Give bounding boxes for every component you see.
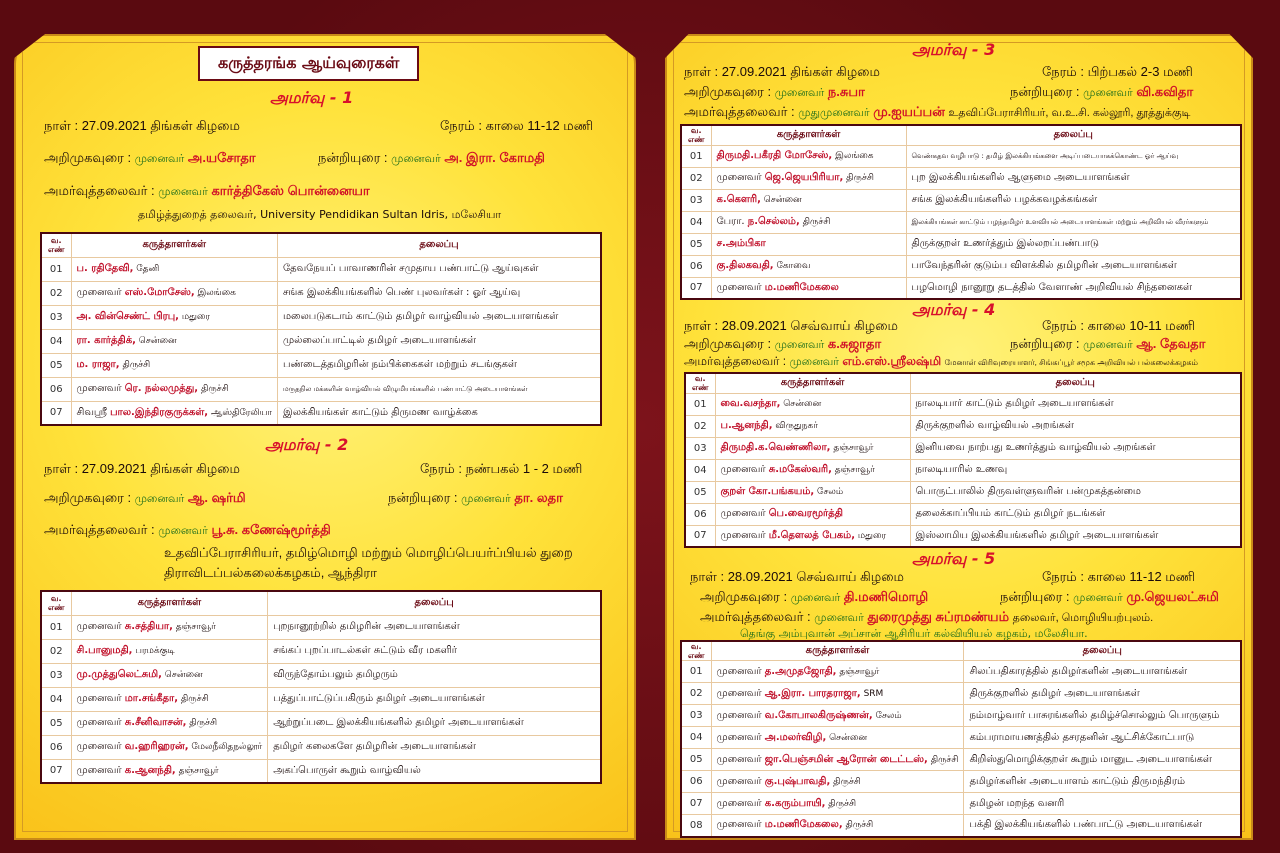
topic-cell: புறநானூற்றில் தமிழரின் அடையாளங்கள் <box>268 615 601 639</box>
presenter-name: ஆ.இரா. பாரதராஜா, <box>764 687 861 699</box>
row-number: 05 <box>681 233 711 255</box>
presenter-prefix: முனைவர் <box>716 775 765 787</box>
presenter-place: SRM <box>860 688 884 699</box>
topic-cell: தமிழன் மறந்த வனரி <box>964 793 1241 815</box>
presenter-cell <box>715 525 910 547</box>
table-header <box>681 641 1241 661</box>
col-header-topic: தலைப்பு <box>278 233 602 257</box>
topic-cell: கம்பராமாயணத்தில் தசரதனின் ஆட்சிக்கோட்பாடு <box>964 727 1241 749</box>
table-row <box>41 281 601 305</box>
presenter-name: கு.புஷ்பாவதி, <box>764 775 831 787</box>
presenter-name: பால.இந்திரகுருக்கள், <box>110 406 209 418</box>
row-number: 04 <box>685 459 715 481</box>
presenter-name: மு.முத்துலெட்சுமி, <box>76 669 162 680</box>
presenter-name: ரெ. நல்லமுத்து, <box>124 383 199 394</box>
table-row <box>41 639 601 663</box>
presenter-place: இலங்கை <box>832 151 874 161</box>
topic-cell: புற இலக்கியங்களில் ஆளுமை அடையாளங்கள் <box>906 167 1241 189</box>
presenter-place: மேலநீலிதநல்லூர் <box>188 742 263 752</box>
presenter-cell <box>715 415 910 437</box>
presenter-prefix: முனைவர் <box>76 693 125 704</box>
presenter-name: கு.திலகவதி, <box>716 260 774 271</box>
row-number: 02 <box>681 683 711 705</box>
session-2-chair-desc: உதவிப்பேராசிரியர், தமிழ்மொழி மற்றும் மொழிப்பெயர்ப்பியல் துறை <box>164 545 573 560</box>
presenter-place: தேனி <box>133 264 160 274</box>
col-header-number: வ. எண் <box>41 233 71 257</box>
session-2-title: அமர்வு - 2 <box>265 435 349 454</box>
col-header-presenters: கருத்தாளர்கள் <box>71 591 268 615</box>
table-row <box>41 663 601 687</box>
topic-cell: கிறிஸ்துமொழிக்குறள் கூறும் மானுட அடையாளங்கள் <box>964 749 1241 771</box>
topic-cell: தமிழர் கலைகளே தமிழரின் அடையாளங்கள் <box>268 735 601 759</box>
session-5-chair: அமர்வுத்தலைவர் : முனைவர் துரைமுத்து சுப்ரமண்யம் தலைவர், மொழியியற்புலம். <box>700 609 1154 624</box>
row-number: 02 <box>41 281 71 305</box>
table-header <box>41 233 601 257</box>
presenter-place: ஆஸ்திரேலியா <box>208 407 272 418</box>
table-row <box>681 705 1241 727</box>
presenter-prefix: முனைவர் <box>716 797 765 809</box>
presenter-cell <box>711 233 906 255</box>
presenter-name: ப.ஆனந்தி, <box>720 420 773 431</box>
presenter-name: த.அமுதஜோதி, <box>764 665 837 677</box>
col-header-presenters: கருத்தாளர்கள் <box>711 125 906 145</box>
presenter-name: திருமதி.க.வெண்ணிலா, <box>720 442 831 453</box>
session-1-date: நாள் : 27.09.2021 திங்கள் கிழமை <box>44 118 240 133</box>
session-4-date: நாள் : 28.09.2021 செவ்வாய் கிழமை <box>684 318 898 333</box>
presenter-cell <box>711 211 906 233</box>
presenter-name: ம.மணிமேகலை, <box>764 819 843 831</box>
presenter-cell <box>715 481 910 503</box>
col-header-number: வ. எண் <box>685 373 715 393</box>
page-title: கருத்தரங்க ஆய்வுரைகள் <box>198 46 419 81</box>
presenter-cell <box>71 305 278 329</box>
topic-cell: இனியவை நாற்பது உணர்த்தும் வாழ்வியல் அறங்கள் <box>910 437 1241 459</box>
topic-cell: முல்லைப்பாட்டில் தமிழர் அடையாளங்கள் <box>278 329 602 353</box>
col-header-topic: தலைப்பு <box>906 125 1241 145</box>
topic-cell: சங்க இலக்கியங்களில் பழக்கவழக்கங்கள் <box>906 189 1241 211</box>
presenter-cell <box>711 683 964 705</box>
presenter-cell <box>71 759 268 783</box>
presenter-place: திருச்சி <box>178 694 209 704</box>
presenter-place: தஞ்சாவூர் <box>172 622 216 632</box>
table-row <box>681 145 1241 167</box>
session-4-chair: அமர்வுத்தலைவர் : முனைவர் எம்.எஸ்.ஸ்ரீலஷ்மி மேனாள் விரிவுரையாளர், சிங்கப்பூர் சமூக அறிவியல் பல்கலைக்கழகம் <box>684 354 1198 368</box>
presenter-place: திருச்சி <box>799 217 831 227</box>
row-number: 02 <box>685 415 715 437</box>
presenter-cell <box>71 377 278 401</box>
row-number: 07 <box>685 525 715 547</box>
table-row <box>681 683 1241 705</box>
table-row <box>681 255 1241 277</box>
presenter-place: திருச்சி <box>843 173 874 183</box>
presenter-place: தஞ்சாவூர் <box>830 443 874 453</box>
topic-cell: பண்டைத்தமிழரின் நம்பிக்கைகள் மற்றும் சடங்குகள் <box>278 353 602 377</box>
presenter-cell <box>711 189 906 211</box>
row-number: 01 <box>685 393 715 415</box>
session-5-title: அமர்வு - 5 <box>912 549 996 568</box>
presenter-prefix: முனைவர் <box>76 764 125 776</box>
presenter-prefix: சிவஸ்ரீ <box>76 406 111 418</box>
col-header-topic: தலைப்பு <box>964 641 1241 661</box>
table-row <box>681 189 1241 211</box>
presenter-prefix: முனைவர் <box>76 741 125 752</box>
topic-cell: சங்கப் புறப்பாடல்கள் சுட்டும் வீர மகளிர் <box>268 639 601 663</box>
presenter-name: மா.சங்கீதா, <box>124 693 179 704</box>
presenter-place: தஞ்சாவூர் <box>836 666 880 677</box>
presenter-place: சேலம் <box>872 710 902 721</box>
presenter-prefix: முனைவர் <box>76 621 125 632</box>
presenter-cell <box>71 639 268 663</box>
topic-cell: பொருட்பாலில் திருவள்ளுவரின் பன்முகத்தன்மை <box>910 481 1241 503</box>
table-row <box>41 687 601 711</box>
session-5-time: நேரம் : காலை 11-12 மணி <box>1042 569 1196 584</box>
presenter-cell <box>715 437 910 459</box>
presenter-cell <box>71 353 278 377</box>
row-number: 02 <box>681 167 711 189</box>
topic-cell: பாவேந்தரின் குடும்ப விளக்கில் தமிழரின் அடையாளங்கள் <box>906 255 1241 277</box>
session-2-chair: அமர்வுத்தலைவர் : முனைவர் பூ.சு. கணேஷ்மூர்த்தி <box>44 522 331 537</box>
topic-cell: மலைபடுகடாம் காட்டும் தமிழர் வாழ்வியல் அடையாளங்கள் <box>278 305 602 329</box>
presenter-name: க.கரும்பாயி, <box>764 797 826 809</box>
table-row <box>681 727 1241 749</box>
row-number: 07 <box>41 759 71 783</box>
table-row <box>681 233 1241 255</box>
session-4-table <box>684 372 1242 548</box>
table-row <box>685 481 1241 503</box>
table-row <box>685 503 1241 525</box>
presenter-cell <box>711 255 906 277</box>
presenter-cell <box>715 393 910 415</box>
topic-cell: நாலடியார் காட்டும் தமிழர் அடையாளங்கள் <box>910 393 1241 415</box>
session-1-table <box>40 232 602 426</box>
table-row <box>41 735 601 759</box>
table-row <box>41 353 601 377</box>
table-row <box>41 329 601 353</box>
topic-cell: பழமொழி நானூறு தடத்தில் வேளாண் அறிவியல் சிந்தனைகள் <box>906 277 1241 299</box>
presenter-place: திருச்சி <box>119 360 151 370</box>
row-number: 01 <box>681 661 711 683</box>
session-4-thanks: நன்றியுரை : முனைவர் ஆ. தேவதா <box>1010 336 1206 351</box>
presenter-cell <box>71 735 268 759</box>
presenter-cell <box>71 401 278 425</box>
table-row <box>685 437 1241 459</box>
presenter-name: வ.ஹரிஹரன், <box>124 741 189 752</box>
presenter-prefix: முனைவர் <box>76 383 125 394</box>
session-2-thanks: நன்றியுரை : முனைவர் தா. லதா <box>388 490 563 505</box>
session-4-intro: அறிமுகவுரை : முனைவர் க.சுஜாதா <box>684 336 882 351</box>
table-row <box>41 257 601 281</box>
row-number: 05 <box>685 481 715 503</box>
presenter-name: எஸ்.மோசேஸ், <box>124 287 195 298</box>
table-header <box>685 373 1241 393</box>
row-number: 06 <box>681 255 711 277</box>
presenter-place: திருச்சி <box>825 798 856 809</box>
presenter-prefix: பேரா. <box>716 216 748 227</box>
session-1-thanks: நன்றியுரை : முனைவர் அ. இரா. கோமதி <box>318 150 545 165</box>
session-5-intro: அறிமுகவுரை : முனைவர் தி.மணிமொழி <box>700 589 929 604</box>
topic-cell: திருக்குறளில் தமிழர் அடையாளங்கள் <box>964 683 1241 705</box>
topic-cell: தேவநேயப் பாவாணரின் சமுதாய பண்பாட்டு ஆய்வுகள் <box>278 257 602 281</box>
topic-cell: சங்க இலக்கியங்களில் பெண் புலவர்கள் : ஓர் ஆய்வு <box>278 281 602 305</box>
table-row <box>685 525 1241 547</box>
presenter-cell <box>711 705 964 727</box>
row-number: 07 <box>681 277 711 299</box>
row-number: 06 <box>41 377 71 401</box>
session-1-title: அமர்வு - 1 <box>270 88 354 107</box>
presenter-place: சென்னை <box>760 195 802 205</box>
session-3-thanks: நன்றியுரை : முனைவர் வி.கவிதா <box>1010 84 1194 99</box>
presenter-name: ப. ரதிதேவி, <box>76 263 134 274</box>
topic-cell: இஸ்லாமிய இலக்கியங்களில் தமிழர் அடையாளங்கள் <box>910 525 1241 547</box>
presenter-cell <box>711 277 906 299</box>
row-number: 04 <box>681 727 711 749</box>
table-row <box>685 415 1241 437</box>
row-number: 04 <box>41 687 71 711</box>
col-header-topic: தலைப்பு <box>268 591 601 615</box>
presenter-name: ம.மணிமேகலை <box>764 281 839 293</box>
row-number: 05 <box>41 711 71 735</box>
presenter-place: திருச்சி <box>186 718 218 728</box>
presenter-prefix: முனைவர் <box>716 731 765 743</box>
row-number: 03 <box>681 189 711 211</box>
presenter-cell <box>71 615 268 639</box>
session-2-date: நாள் : 27.09.2021 திங்கள் கிழமை <box>44 461 240 476</box>
presenter-prefix: முனைவர் <box>716 709 765 721</box>
table-row <box>681 771 1241 793</box>
session-2-chair-desc2: திராவிடப்பல்கலைக்கழகம், ஆந்திரா <box>164 565 377 580</box>
presenter-name: சு.மகேஸ்வரி, <box>768 464 832 475</box>
topic-cell: சிலப்பதிகாரத்தில் தமிழர்களின் அடையாளங்கள் <box>964 661 1241 683</box>
table-row <box>681 661 1241 683</box>
presenter-place: மதுரை <box>855 530 887 541</box>
session-3-time: நேரம் : பிற்பகல் 2-3 மணி <box>1042 64 1193 79</box>
col-header-presenters: கருத்தாளர்கள் <box>71 233 278 257</box>
topic-cell: விருந்தோம்பலும் தமிழரும் <box>268 663 601 687</box>
topic-cell: தமிழர்களின் அடையாளம் காட்டும் திருமந்திரம் <box>964 771 1241 793</box>
table-row <box>681 749 1241 771</box>
presenter-name: சு.சத்தியா, <box>124 621 173 632</box>
presenter-cell <box>71 711 268 735</box>
presenter-cell <box>711 749 964 771</box>
presenter-cell <box>71 257 278 281</box>
presenter-name: சி.பானுமதி, <box>76 645 133 656</box>
presenter-name: ச.அம்பிகா <box>716 238 766 249</box>
topic-cell: திருக்குறளில் வாழ்வியல் அறங்கள் <box>910 415 1241 437</box>
row-number: 05 <box>681 749 711 771</box>
session-1-chair-desc: தமிழ்த்துறைத் தலைவர், University Pendidikan Sultan Idris, மலேசியா <box>138 208 502 221</box>
row-number: 01 <box>41 615 71 639</box>
topic-cell: நம்மாழ்வார் பாசுரங்களில் தமிழ்ச்சொல்லும் பொருளும் <box>964 705 1241 727</box>
presenter-cell <box>71 281 278 305</box>
topic-cell: அகப்பொருள் கூறும் வாழ்வியல் <box>268 759 601 783</box>
topic-cell: இலக்கியங்கள் காட்டும் பழந்தமிழர் உளவியல் அடையாளங்கள் மற்றும் அறிவியல் வீரர்களும் <box>906 211 1241 233</box>
presenter-name: ஜா.பெஞ்சமின் ஆரோன் டைட்டஸ், <box>764 753 928 765</box>
presenter-prefix: முனைவர் <box>720 464 769 475</box>
presenter-place: இலங்கை <box>194 288 236 298</box>
topic-cell: இலக்கியங்கள் காட்டும் திருமண வாழ்க்கை <box>278 401 602 425</box>
topic-cell: வெண்கதவ வழிபாடு : தமிழ் இலக்கியங்களை அடிப்படையாகக்கொண்ட ஓர் ஆய்வு <box>906 145 1241 167</box>
session-1-chair: அமர்வுத்தலைவர் : முனைவர் கார்த்திகேஸ் பொன்னையா <box>44 183 370 198</box>
topic-cell: ஆற்றுப்படை இலக்கியங்களில் தமிழர் அடையாளங்கள் <box>268 711 601 735</box>
session-2-table <box>40 590 602 784</box>
presenter-name: ஜெ.ஜெயபிரியா, <box>764 172 844 183</box>
presenter-name: அ.மலர்விழி, <box>764 731 827 743</box>
presenter-place: மதுரை <box>178 312 211 322</box>
session-3-chair: அமர்வுத்தலைவர் : முதுமுனைவர் மு.ஐயப்பன் உதவிப்பேராசிரியர், வ.உ.சி. கல்லூரி, தூத்துக்குடி <box>684 104 1191 119</box>
presenter-name: ந.செல்லம், <box>747 216 800 227</box>
presenter-cell <box>711 661 964 683</box>
presenter-name: க.ஆனந்தி, <box>124 764 176 776</box>
table-row <box>41 401 601 425</box>
table-row <box>41 615 601 639</box>
presenter-cell <box>711 167 906 189</box>
presenter-cell <box>711 771 964 793</box>
presenter-place: விருதுநகர் <box>772 421 818 431</box>
table-row <box>685 459 1241 481</box>
presenter-cell <box>711 815 964 837</box>
presenter-name: பெ.வைரமூர்த்தி <box>768 508 843 519</box>
session-5-date: நாள் : 28.09.2021 செவ்வாய் கிழமை <box>690 569 904 584</box>
table-row <box>41 377 601 401</box>
row-number: 08 <box>681 815 711 837</box>
presenter-prefix: முனைவர் <box>716 753 765 765</box>
session-3-intro: அறிமுகவுரை : முனைவர் ந.சுபா <box>684 84 865 99</box>
col-header-presenters: கருத்தாளர்கள் <box>711 641 964 661</box>
presenter-prefix: முனைவர் <box>76 717 125 728</box>
session-5-chair-desc2: தெங்கு அம்புவான் அப்சான் ஆசிரியர் கல்வியியல் கழகம், மலேசியா. <box>740 627 1088 640</box>
session-1-intro: அறிமுகவுரை : முனைவர் அ.யசோதா <box>44 150 256 165</box>
presenter-cell <box>71 663 268 687</box>
table-row <box>681 277 1241 299</box>
topic-cell: பக்தி இலக்கியங்களில் பண்பாட்டு அடையாளங்கள் <box>964 815 1241 837</box>
session-3-table <box>680 124 1242 300</box>
presenter-place: திருச்சி <box>927 754 959 765</box>
presenter-name: மீ.தௌலத் பேகம், <box>768 529 856 541</box>
col-header-number: வ. எண் <box>681 641 711 661</box>
presenter-place: சென்னை <box>826 732 868 743</box>
presenter-place: சேலம் <box>814 487 844 497</box>
col-header-number: வ. எண் <box>41 591 71 615</box>
presenter-cell <box>71 329 278 353</box>
table-row <box>681 211 1241 233</box>
row-number: 01 <box>41 257 71 281</box>
session-3-title: அமர்வு - 3 <box>912 40 996 59</box>
presenter-prefix: முனைவர் <box>716 687 765 699</box>
table-row <box>681 793 1241 815</box>
table-header <box>41 591 601 615</box>
presenter-prefix: முனைவர் <box>716 819 765 831</box>
table-row <box>41 711 601 735</box>
presenter-place: திருச்சி <box>830 776 861 787</box>
table-row <box>41 759 601 783</box>
topic-cell: தலைக்காப்பியம் காட்டும் தமிழர் நடங்கள் <box>910 503 1241 525</box>
session-5-table <box>680 640 1242 838</box>
presenter-place: சென்னை <box>135 336 177 346</box>
row-number: 06 <box>685 503 715 525</box>
row-number: 01 <box>681 145 711 167</box>
presenter-cell <box>711 145 906 167</box>
presenter-name: திருமதி.பகீரதி மோசேஸ், <box>716 150 833 161</box>
presenter-name: க.கௌரி, <box>716 194 761 205</box>
table-row <box>681 167 1241 189</box>
row-number: 03 <box>681 705 711 727</box>
presenter-prefix: முனைவர் <box>716 281 765 293</box>
col-header-number: வ. எண் <box>681 125 711 145</box>
topic-cell: பத்துப்பாட்டுப்பகிரும் தமிழர் அடையாளங்கள் <box>268 687 601 711</box>
presenter-cell <box>715 459 910 481</box>
topic-cell: நாலடியாரில் உணவு <box>910 459 1241 481</box>
row-number: 03 <box>41 663 71 687</box>
col-header-topic: தலைப்பு <box>910 373 1241 393</box>
presenter-prefix: முனைவர் <box>716 665 765 677</box>
presenter-place: பரமக்குடி <box>132 646 175 656</box>
presenter-cell <box>711 793 964 815</box>
row-number: 03 <box>685 437 715 459</box>
presenter-place: கோவை <box>773 261 811 271</box>
row-number: 04 <box>41 329 71 353</box>
topic-cell: மருதநில மக்களின் வாழ்வியல் விழுமியங்களில் பண்பாட்டு அடையாளங்கள் <box>278 377 602 401</box>
topic-cell: திருக்குறள் உணர்த்தும் இல்லறப்பண்பாடு <box>906 233 1241 255</box>
session-5-thanks: நன்றியுரை : முனைவர் மு.ஜெயலட்சுமி <box>1000 589 1219 604</box>
table-row <box>681 815 1241 837</box>
row-number: 07 <box>41 401 71 425</box>
presenter-name: வை.வசந்தா, <box>720 398 781 409</box>
row-number: 06 <box>41 735 71 759</box>
row-number: 02 <box>41 639 71 663</box>
session-4-title: அமர்வு - 4 <box>912 300 996 319</box>
presenter-name: ம. ராஜா, <box>76 359 120 370</box>
table-row <box>685 393 1241 415</box>
presenter-prefix: முனைவர் <box>76 287 125 298</box>
row-number: 04 <box>681 211 711 233</box>
presenter-cell <box>715 503 910 525</box>
presenter-place: சென்னை <box>161 670 203 680</box>
presenter-place: தஞ்சாவூர் <box>175 765 219 776</box>
presenter-cell <box>71 687 268 711</box>
col-header-presenters: கருத்தாளர்கள் <box>715 373 910 393</box>
presenter-name: ரா. கார்த்திக், <box>76 335 136 346</box>
presenter-prefix: முனைவர் <box>720 508 769 519</box>
row-number: 07 <box>681 793 711 815</box>
presenter-name: சு.சீனிவாசன், <box>124 717 187 728</box>
row-number: 05 <box>41 353 71 377</box>
presenter-place: திருச்சி <box>198 384 229 394</box>
session-2-time: நேரம் : நண்பகல் 1 - 2 மணி <box>420 461 583 476</box>
presenter-place: சென்னை <box>780 399 822 409</box>
presenter-place: தஞ்சாவூர் <box>831 465 875 475</box>
presenter-cell <box>711 727 964 749</box>
presenter-name: குறள் கோ.பங்கயம், <box>720 486 815 497</box>
presenter-name: அ. வின்செண்ட் பிரபு, <box>76 311 179 322</box>
session-1-time: நேரம் : காலை 11-12 மணி <box>440 118 594 133</box>
session-2-intro: அறிமுகவுரை : முனைவர் ஆ. ஷர்மி <box>44 490 246 505</box>
presenter-prefix: முனைவர் <box>720 529 769 541</box>
session-3-date: நாள் : 27.09.2021 திங்கள் கிழமை <box>684 64 880 79</box>
row-number: 06 <box>681 771 711 793</box>
table-header <box>681 125 1241 145</box>
presenter-prefix: முனைவர் <box>716 172 765 183</box>
session-4-time: நேரம் : காலை 10-11 மணி <box>1042 318 1196 333</box>
presenter-place: திருச்சி <box>842 820 874 831</box>
presenter-name: வ.கோபாலகிருஷ்ணன், <box>764 709 873 721</box>
table-row <box>41 305 601 329</box>
row-number: 03 <box>41 305 71 329</box>
